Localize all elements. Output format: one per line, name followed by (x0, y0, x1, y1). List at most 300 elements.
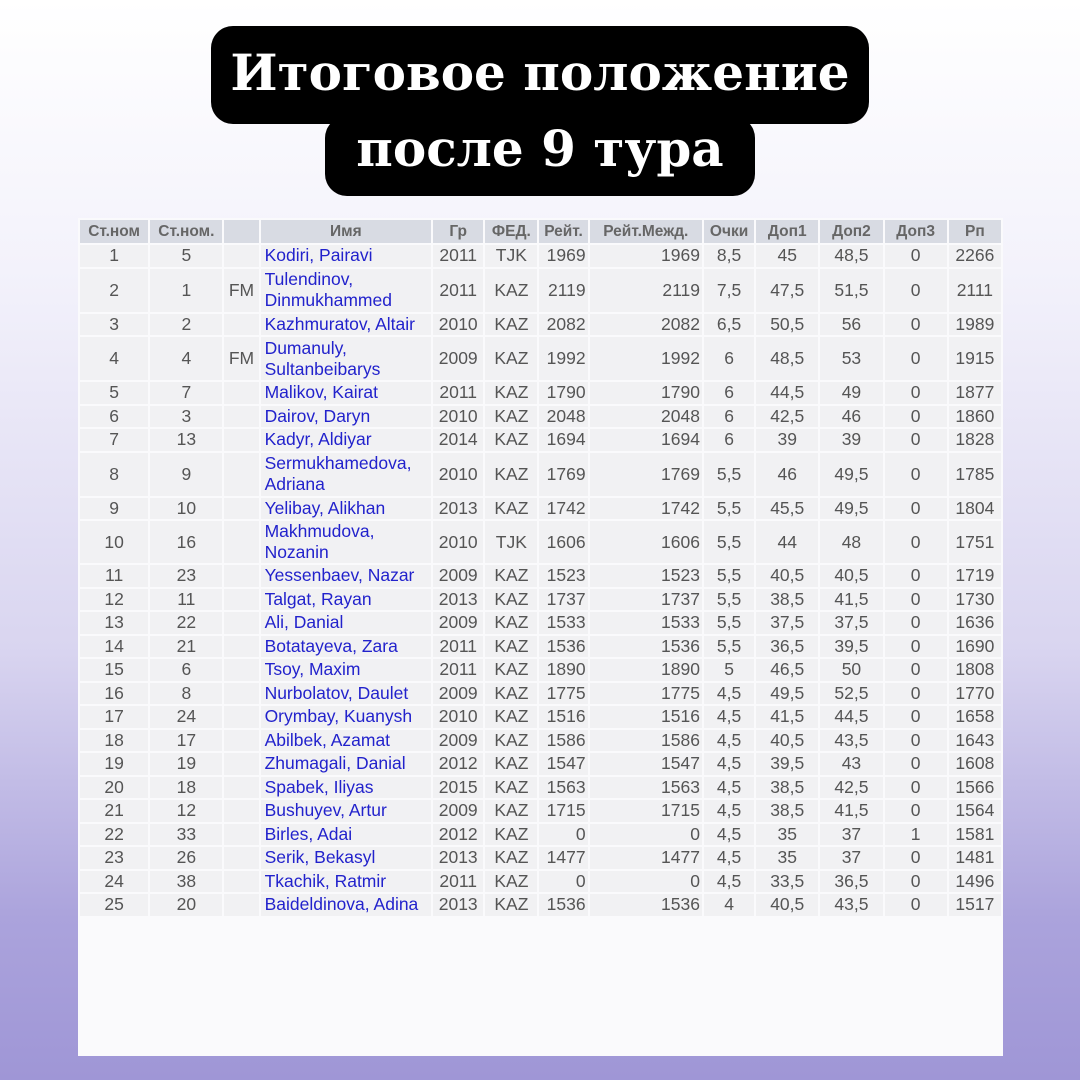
col-start-number-2-cell: 16 (150, 521, 222, 563)
col-tiebreak-3-cell: 1 (885, 824, 947, 846)
col-tiebreak-2-cell: 42,5 (820, 777, 882, 799)
col-start-number-2-header: Ст.ном. (150, 220, 222, 243)
col-title-cell: FM (224, 337, 258, 380)
col-tiebreak-2-cell: 49 (820, 382, 882, 404)
col-tiebreak-1-cell: 39 (756, 429, 818, 451)
col-start-number-cell: 20 (80, 777, 148, 799)
col-title-cell (224, 453, 258, 496)
col-intl-rating-cell: 1547 (590, 753, 702, 775)
col-intl-rating-cell: 2082 (590, 314, 702, 336)
col-tiebreak-2-cell: 46 (820, 406, 882, 428)
col-rating-cell: 1523 (539, 565, 587, 587)
col-tiebreak-2-cell: 44,5 (820, 706, 882, 728)
player-name-link[interactable]: Baideldinova, Adina (261, 894, 432, 916)
table-row (80, 894, 1001, 916)
table-row (80, 612, 1001, 634)
col-federation-cell: KAZ (485, 847, 537, 869)
col-tiebreak-3-cell: 0 (885, 871, 947, 893)
col-points-cell: 4,5 (704, 824, 754, 846)
player-name-link[interactable]: Sermukhamedova, Adriana (261, 453, 432, 496)
col-tiebreak-3-cell: 0 (885, 337, 947, 380)
col-rating-cell: 1769 (539, 453, 587, 496)
col-intl-rating-cell: 1586 (590, 730, 702, 752)
player-name-link[interactable]: Kadyr, Aldiyar (261, 429, 432, 451)
col-rating-cell: 1790 (539, 382, 587, 404)
col-group-cell: 2013 (433, 589, 483, 611)
col-points-cell: 5,5 (704, 589, 754, 611)
col-performance-cell: 2111 (949, 269, 1001, 312)
col-tiebreak-3-cell: 0 (885, 777, 947, 799)
col-federation-cell: KAZ (485, 800, 537, 822)
col-start-number-2-cell: 24 (150, 706, 222, 728)
col-rating-cell: 0 (539, 824, 587, 846)
col-tiebreak-3-cell: 0 (885, 847, 947, 869)
col-tiebreak-2-cell: 36,5 (820, 871, 882, 893)
col-rating-cell: 1547 (539, 753, 587, 775)
col-intl-rating-cell: 1694 (590, 429, 702, 451)
col-points-cell: 5,5 (704, 521, 754, 563)
col-points-cell: 6 (704, 406, 754, 428)
col-title-cell: FM (224, 269, 258, 312)
col-title-cell (224, 314, 258, 336)
player-name-link[interactable]: Dumanuly, Sultanbeibarys (261, 337, 432, 380)
col-title-cell (224, 565, 258, 587)
player-name-link[interactable]: Ali, Danial (261, 612, 432, 634)
col-start-number-2-cell: 20 (150, 894, 222, 916)
col-group-cell: 2012 (433, 824, 483, 846)
col-tiebreak-2-cell: 43,5 (820, 894, 882, 916)
col-federation-cell: KAZ (485, 683, 537, 705)
col-performance-cell: 1496 (949, 871, 1001, 893)
col-performance-cell: 1690 (949, 636, 1001, 658)
col-performance-cell: 1915 (949, 337, 1001, 380)
col-title-cell (224, 777, 258, 799)
col-points-cell: 4,5 (704, 753, 754, 775)
col-rating-cell: 1586 (539, 730, 587, 752)
table-row (80, 777, 1001, 799)
player-name-link[interactable]: Kazhmuratov, Altair (261, 314, 432, 336)
col-tiebreak-2-cell: 43 (820, 753, 882, 775)
col-performance-cell: 1608 (949, 753, 1001, 775)
col-start-number-2-cell: 21 (150, 636, 222, 658)
player-name-link[interactable]: Tkachik, Ratmir (261, 871, 432, 893)
col-federation-cell: KAZ (485, 706, 537, 728)
col-start-number-cell: 15 (80, 659, 148, 681)
page-title-line-2: после 9 тура (325, 116, 755, 196)
col-tiebreak-1-cell: 40,5 (756, 730, 818, 752)
col-group-cell: 2011 (433, 382, 483, 404)
col-intl-rating-cell: 2048 (590, 406, 702, 428)
col-federation-cell: KAZ (485, 612, 537, 634)
col-performance-cell: 1517 (949, 894, 1001, 916)
col-tiebreak-3-cell: 0 (885, 269, 947, 312)
col-federation-cell: KAZ (485, 565, 537, 587)
col-group-cell: 2010 (433, 314, 483, 336)
col-intl-rating-cell: 1533 (590, 612, 702, 634)
player-name-link[interactable]: Yessenbaev, Nazar (261, 565, 432, 587)
col-group-header: Гр (433, 220, 483, 243)
player-name-link[interactable]: Tulendinov, Dinmukhammed (261, 269, 432, 312)
col-tiebreak-2-cell: 53 (820, 337, 882, 380)
col-intl-rating-cell: 1516 (590, 706, 702, 728)
col-tiebreak-3-cell: 0 (885, 706, 947, 728)
table-body (80, 245, 1001, 916)
col-intl-rating-cell: 1969 (590, 245, 702, 267)
col-tiebreak-3-cell: 0 (885, 406, 947, 428)
col-start-number-cell: 23 (80, 847, 148, 869)
col-title-cell (224, 498, 258, 520)
player-name-link[interactable]: Orymbay, Kuanysh (261, 706, 432, 728)
col-tiebreak-2-cell: 40,5 (820, 565, 882, 587)
col-tiebreak-1-cell: 41,5 (756, 706, 818, 728)
standings-table-container (78, 218, 1003, 1056)
col-tiebreak-2-cell: 39,5 (820, 636, 882, 658)
table-row (80, 636, 1001, 658)
col-federation-cell: KAZ (485, 824, 537, 846)
table-header-row (80, 220, 1001, 243)
col-start-number-cell: 6 (80, 406, 148, 428)
player-name-link[interactable]: Birles, Adai (261, 824, 432, 846)
col-federation-cell: KAZ (485, 269, 537, 312)
col-tiebreak-2-cell: 48 (820, 521, 882, 563)
col-intl-rating-cell: 1536 (590, 894, 702, 916)
col-tiebreak-2-cell: 49,5 (820, 498, 882, 520)
col-tiebreak-3-cell: 0 (885, 498, 947, 520)
table-row (80, 429, 1001, 451)
col-intl-rating-cell: 1769 (590, 453, 702, 496)
col-title-cell (224, 612, 258, 634)
col-intl-rating-cell: 1715 (590, 800, 702, 822)
col-federation-cell: KAZ (485, 337, 537, 380)
col-start-number-cell: 16 (80, 683, 148, 705)
table-row (80, 498, 1001, 520)
col-intl-rating-cell: 1992 (590, 337, 702, 380)
col-tiebreak-3-cell: 0 (885, 314, 947, 336)
player-name-link[interactable]: Yelibay, Alikhan (261, 498, 432, 520)
col-performance-cell: 1808 (949, 659, 1001, 681)
col-points-cell: 6 (704, 429, 754, 451)
col-tiebreak-1-cell: 38,5 (756, 777, 818, 799)
col-rating-header: Рейт. (539, 220, 587, 243)
col-tiebreak-1-cell: 49,5 (756, 683, 818, 705)
col-tiebreak-1-cell: 44 (756, 521, 818, 563)
col-intl-rating-cell: 1606 (590, 521, 702, 563)
col-title-cell (224, 683, 258, 705)
col-performance-cell: 1643 (949, 730, 1001, 752)
col-group-cell: 2013 (433, 894, 483, 916)
col-performance-cell: 1481 (949, 847, 1001, 869)
col-points-cell: 7,5 (704, 269, 754, 312)
col-start-number-2-cell: 6 (150, 659, 222, 681)
col-group-cell: 2009 (433, 337, 483, 380)
col-tiebreak-1-cell: 50,5 (756, 314, 818, 336)
col-tiebreak-1-cell: 33,5 (756, 871, 818, 893)
player-name-link[interactable]: Abilbek, Azamat (261, 730, 432, 752)
col-rating-cell: 1477 (539, 847, 587, 869)
col-points-cell: 4,5 (704, 683, 754, 705)
page-title-line-1: Итоговое положение (211, 26, 869, 124)
col-start-number-2-cell: 8 (150, 683, 222, 705)
col-points-cell: 5,5 (704, 612, 754, 634)
col-intl-rating-cell: 0 (590, 871, 702, 893)
table-row (80, 659, 1001, 681)
player-name-link[interactable]: Talgat, Rayan (261, 589, 432, 611)
col-points-cell: 4,5 (704, 847, 754, 869)
table-row (80, 382, 1001, 404)
col-title-cell (224, 871, 258, 893)
col-start-number-cell: 24 (80, 871, 148, 893)
table-row (80, 706, 1001, 728)
col-start-number-2-cell: 11 (150, 589, 222, 611)
col-performance-cell: 1770 (949, 683, 1001, 705)
player-name-link[interactable]: Nurbolatov, Daulet (261, 683, 432, 705)
col-start-number-2-cell: 1 (150, 269, 222, 312)
col-tiebreak-3-cell: 0 (885, 894, 947, 916)
col-tiebreak-2-cell: 39 (820, 429, 882, 451)
table-row (80, 871, 1001, 893)
table-row (80, 565, 1001, 587)
col-tiebreak-2-cell: 49,5 (820, 453, 882, 496)
col-tiebreak-1-cell: 35 (756, 824, 818, 846)
col-tiebreak-3-cell: 0 (885, 636, 947, 658)
col-federation-cell: KAZ (485, 589, 537, 611)
col-rating-cell: 1969 (539, 245, 587, 267)
col-intl-rating-cell: 1737 (590, 589, 702, 611)
col-start-number-2-cell: 9 (150, 453, 222, 496)
col-intl-rating-cell: 1477 (590, 847, 702, 869)
col-federation-cell: TJK (485, 245, 537, 267)
col-intl-rating-cell: 1790 (590, 382, 702, 404)
player-name-link[interactable]: Spabek, Iliyas (261, 777, 432, 799)
col-tiebreak-3-cell: 0 (885, 429, 947, 451)
col-points-cell: 5,5 (704, 498, 754, 520)
col-points-cell: 5 (704, 659, 754, 681)
col-group-cell: 2010 (433, 706, 483, 728)
col-tiebreak-3-cell: 0 (885, 730, 947, 752)
col-tiebreak-3-cell: 0 (885, 612, 947, 634)
col-title-cell (224, 706, 258, 728)
col-group-cell: 2010 (433, 453, 483, 496)
col-performance-cell: 1564 (949, 800, 1001, 822)
col-points-cell: 4,5 (704, 706, 754, 728)
col-points-cell: 5,5 (704, 453, 754, 496)
col-federation-cell: KAZ (485, 453, 537, 496)
table-row (80, 800, 1001, 822)
col-tiebreak-1-cell: 38,5 (756, 800, 818, 822)
col-group-cell: 2009 (433, 565, 483, 587)
col-rating-cell: 0 (539, 871, 587, 893)
player-name-link[interactable]: Malikov, Kairat (261, 382, 432, 404)
col-start-number-2-cell: 18 (150, 777, 222, 799)
col-start-number-2-cell: 22 (150, 612, 222, 634)
col-start-number-header: Ст.ном (80, 220, 148, 243)
col-federation-cell: KAZ (485, 382, 537, 404)
col-tiebreak-2-header: Доп2 (820, 220, 882, 243)
table-row (80, 337, 1001, 380)
col-rating-cell: 1992 (539, 337, 587, 380)
player-name-link[interactable]: Dairov, Daryn (261, 406, 432, 428)
col-tiebreak-1-cell: 47,5 (756, 269, 818, 312)
col-tiebreak-3-cell: 0 (885, 453, 947, 496)
col-start-number-2-cell: 19 (150, 753, 222, 775)
col-tiebreak-1-cell: 39,5 (756, 753, 818, 775)
col-tiebreak-1-cell: 35 (756, 847, 818, 869)
col-rating-cell: 1533 (539, 612, 587, 634)
col-rating-cell: 1536 (539, 894, 587, 916)
col-start-number-2-cell: 5 (150, 245, 222, 267)
col-points-cell: 6,5 (704, 314, 754, 336)
col-group-cell: 2010 (433, 406, 483, 428)
player-name-link[interactable]: Tsoy, Maxim (261, 659, 432, 681)
col-tiebreak-2-cell: 51,5 (820, 269, 882, 312)
col-performance-cell: 1658 (949, 706, 1001, 728)
col-federation-cell: KAZ (485, 406, 537, 428)
col-group-cell: 2009 (433, 730, 483, 752)
col-start-number-cell: 19 (80, 753, 148, 775)
col-name-header: Имя (261, 220, 432, 243)
col-federation-cell: TJK (485, 521, 537, 563)
col-federation-header: ФЕД. (485, 220, 537, 243)
col-points-cell: 5,5 (704, 636, 754, 658)
player-name-link[interactable]: Zhumagali, Danial (261, 753, 432, 775)
col-federation-cell: KAZ (485, 894, 537, 916)
col-group-cell: 2011 (433, 245, 483, 267)
col-intl-rating-cell: 1742 (590, 498, 702, 520)
col-title-cell (224, 406, 258, 428)
col-tiebreak-1-cell: 38,5 (756, 589, 818, 611)
col-start-number-cell: 9 (80, 498, 148, 520)
col-federation-cell: KAZ (485, 659, 537, 681)
col-tiebreak-1-cell: 45 (756, 245, 818, 267)
table-row (80, 824, 1001, 846)
col-performance-cell: 1785 (949, 453, 1001, 496)
col-tiebreak-1-cell: 42,5 (756, 406, 818, 428)
col-tiebreak-2-cell: 43,5 (820, 730, 882, 752)
col-rating-cell: 1516 (539, 706, 587, 728)
col-tiebreak-3-header: Доп3 (885, 220, 947, 243)
col-rating-cell: 2119 (539, 269, 587, 312)
title-banner (0, 0, 1080, 200)
col-performance-cell: 1581 (949, 824, 1001, 846)
col-tiebreak-1-cell: 37,5 (756, 612, 818, 634)
col-start-number-2-cell: 17 (150, 730, 222, 752)
col-start-number-cell: 11 (80, 565, 148, 587)
col-title-cell (224, 730, 258, 752)
col-rating-cell: 1694 (539, 429, 587, 451)
col-title-cell (224, 847, 258, 869)
col-federation-cell: KAZ (485, 498, 537, 520)
col-start-number-2-cell: 33 (150, 824, 222, 846)
player-name-link[interactable]: Botatayeva, Zara (261, 636, 432, 658)
col-group-cell: 2010 (433, 521, 483, 563)
player-name-link[interactable]: Makhmudova, Nozanin (261, 521, 432, 563)
col-tiebreak-1-cell: 40,5 (756, 565, 818, 587)
col-rating-cell: 1715 (539, 800, 587, 822)
col-federation-cell: KAZ (485, 777, 537, 799)
player-name-link[interactable]: Serik, Bekasyl (261, 847, 432, 869)
col-start-number-2-cell: 7 (150, 382, 222, 404)
col-tiebreak-1-cell: 45,5 (756, 498, 818, 520)
col-points-cell: 4 (704, 894, 754, 916)
col-title-cell (224, 894, 258, 916)
col-start-number-cell: 4 (80, 337, 148, 380)
col-points-cell: 4,5 (704, 800, 754, 822)
col-group-cell: 2009 (433, 683, 483, 705)
col-performance-header: Рп (949, 220, 1001, 243)
col-group-cell: 2009 (433, 612, 483, 634)
col-title-cell (224, 659, 258, 681)
col-tiebreak-2-cell: 41,5 (820, 589, 882, 611)
col-start-number-cell: 13 (80, 612, 148, 634)
col-performance-cell: 1566 (949, 777, 1001, 799)
col-start-number-cell: 7 (80, 429, 148, 451)
col-start-number-2-cell: 23 (150, 565, 222, 587)
col-rating-cell: 2048 (539, 406, 587, 428)
table-row (80, 753, 1001, 775)
col-title-cell (224, 521, 258, 563)
col-start-number-cell: 18 (80, 730, 148, 752)
col-start-number-2-cell: 4 (150, 337, 222, 380)
col-group-cell: 2012 (433, 753, 483, 775)
table-row (80, 245, 1001, 267)
col-tiebreak-3-cell: 0 (885, 659, 947, 681)
col-start-number-cell: 1 (80, 245, 148, 267)
col-title-cell (224, 824, 258, 846)
col-performance-cell: 1719 (949, 565, 1001, 587)
col-tiebreak-3-cell: 0 (885, 521, 947, 563)
table-row (80, 521, 1001, 563)
col-federation-cell: KAZ (485, 753, 537, 775)
col-tiebreak-3-cell: 0 (885, 382, 947, 404)
col-tiebreak-1-cell: 40,5 (756, 894, 818, 916)
col-group-cell: 2009 (433, 800, 483, 822)
col-title-cell (224, 382, 258, 404)
col-tiebreak-3-cell: 0 (885, 245, 947, 267)
col-tiebreak-2-cell: 37 (820, 824, 882, 846)
col-rating-cell: 1775 (539, 683, 587, 705)
col-start-number-cell: 25 (80, 894, 148, 916)
col-performance-cell: 1751 (949, 521, 1001, 563)
col-performance-cell: 2266 (949, 245, 1001, 267)
col-start-number-cell: 21 (80, 800, 148, 822)
col-points-cell: 4,5 (704, 871, 754, 893)
col-tiebreak-2-cell: 52,5 (820, 683, 882, 705)
col-start-number-cell: 17 (80, 706, 148, 728)
col-tiebreak-3-cell: 0 (885, 800, 947, 822)
player-name-link[interactable]: Kodiri, Pairavi (261, 245, 432, 267)
col-rating-cell: 1606 (539, 521, 587, 563)
col-federation-cell: KAZ (485, 429, 537, 451)
col-intl-rating-cell: 0 (590, 824, 702, 846)
col-tiebreak-1-header: Доп1 (756, 220, 818, 243)
col-start-number-2-cell: 13 (150, 429, 222, 451)
col-performance-cell: 1989 (949, 314, 1001, 336)
col-group-cell: 2011 (433, 269, 483, 312)
col-points-cell: 5,5 (704, 565, 754, 587)
col-federation-cell: KAZ (485, 730, 537, 752)
col-performance-cell: 1730 (949, 589, 1001, 611)
col-group-cell: 2011 (433, 659, 483, 681)
col-points-header: Очки (704, 220, 754, 243)
col-start-number-2-cell: 3 (150, 406, 222, 428)
table-row (80, 683, 1001, 705)
col-tiebreak-2-cell: 37 (820, 847, 882, 869)
col-start-number-cell: 5 (80, 382, 148, 404)
col-rating-cell: 1536 (539, 636, 587, 658)
col-start-number-2-cell: 2 (150, 314, 222, 336)
col-start-number-2-cell: 12 (150, 800, 222, 822)
player-name-link[interactable]: Bushuyev, Artur (261, 800, 432, 822)
